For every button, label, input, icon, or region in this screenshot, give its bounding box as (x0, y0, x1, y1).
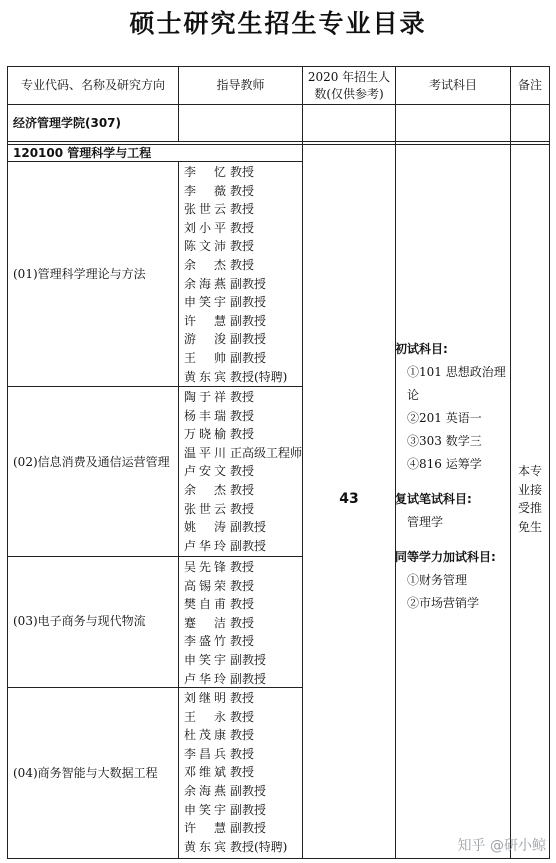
advisor-title: 教授 (230, 578, 255, 593)
advisor-row (184, 763, 287, 782)
header-exam: 考试科目 (428, 78, 477, 92)
advisor-row (184, 275, 287, 294)
advisor-name: 邓维斌 (184, 765, 226, 780)
header-major: 专业代码、名称及研究方向 (20, 78, 165, 92)
col-divider-1 (178, 161, 179, 859)
header-note: 备注 (517, 78, 542, 92)
advisor-name: 高锡荣 (184, 578, 226, 593)
advisor-row (184, 388, 302, 407)
direction-divider-2 (7, 556, 302, 557)
advisor-title: 教授(特聘) (230, 839, 288, 854)
advisor-name: 申笑宇 (184, 802, 226, 817)
advisor-row (184, 745, 287, 764)
advisor-title: 教授 (230, 728, 255, 743)
advisor-title: 副教授 (230, 350, 267, 365)
prelim-item: ③303 数学三 (407, 434, 482, 448)
advisor-title: 副教授 (230, 671, 267, 686)
advisor-name: 王永 (184, 709, 226, 724)
advisor-title: 副教授 (230, 821, 267, 836)
advisor-title: 教授 (230, 765, 255, 780)
col-divider-2 (302, 66, 303, 859)
advisor-title: 教授 (230, 183, 255, 198)
advisor-row (184, 407, 302, 426)
advisor-row (184, 838, 287, 857)
advisor-title: 教授 (230, 482, 255, 497)
extra-item: ①财务管理 (407, 573, 468, 587)
direction-divider-1 (7, 386, 302, 387)
major-name: 120100 管理科学与工程 (13, 146, 152, 160)
advisor-row (184, 537, 302, 556)
advisor-name: 张世云 (184, 501, 226, 516)
direction-1-name: (01)管理科学理论与方法 (13, 267, 146, 281)
advisor-row (184, 312, 287, 331)
advisor-row (184, 481, 302, 500)
page-title: 硕士研究生招生专业目录 (129, 9, 427, 38)
advisor-title: 教授 (230, 746, 255, 761)
direction-2-name: (02)信息消费及通信运营管理 (13, 455, 170, 469)
header-advisor: 指导教师 (216, 78, 265, 92)
advisor-name: 许慧 (184, 313, 226, 328)
advisor-title: 教授 (230, 691, 255, 705)
college-name: 经济管理学院(307) (13, 116, 122, 130)
advisor-name: 余杰 (184, 257, 226, 272)
advisor-name: 余海燕 (184, 276, 226, 291)
advisor-title: 教授 (230, 408, 255, 423)
advisor-name: 申笑宇 (184, 652, 226, 667)
advisor-title: 教授 (230, 615, 255, 630)
advisor-name: 李盛竹 (184, 634, 226, 649)
advisor-row (184, 256, 287, 275)
advisor-row (184, 368, 287, 387)
advisor-row (184, 726, 287, 745)
prelim-item: ①101 思想政治理论 (407, 365, 506, 402)
advisor-row (184, 651, 266, 670)
advisor-row (184, 444, 302, 463)
table-border-right (549, 66, 550, 859)
table-border-left (7, 66, 8, 859)
advisor-row (184, 670, 266, 689)
advisor-name: 刘继明 (184, 691, 226, 705)
advisor-title: 副教授 (230, 538, 267, 553)
advisor-title: 教授 (230, 257, 255, 272)
advisor-row (184, 237, 287, 256)
advisor-title: 正高级工程师 (230, 445, 303, 460)
watermark: 知乎 @研小鲸 (457, 838, 546, 854)
prelim-title: 初试科目: (395, 342, 448, 356)
advisor-title: 教授 (230, 560, 255, 574)
advisor-title: 副教授 (230, 520, 267, 535)
advisor-title: 教授 (230, 165, 255, 179)
advisor-row (184, 293, 287, 312)
advisor-row (184, 782, 287, 801)
advisor-row (184, 558, 266, 577)
advisor-row (184, 425, 302, 444)
advisor-row (184, 219, 287, 238)
direction-4-name: (04)商务智能与大数据工程 (13, 766, 158, 780)
extra-item: ②市场营销学 (407, 596, 480, 610)
advisor-title: 教授 (230, 464, 255, 479)
advisor-row (184, 632, 266, 651)
college-row-divider (7, 141, 550, 142)
advisor-row (184, 595, 266, 614)
advisor-title: 副教授 (230, 313, 267, 328)
advisor-name: 刘小平 (184, 220, 226, 235)
advisor-name: 许慧 (184, 821, 226, 836)
retest-item: 管理学 (407, 515, 444, 529)
advisor-name: 姚涛 (184, 520, 226, 535)
advisor-row (184, 200, 287, 219)
advisor-name: 余杰 (184, 482, 226, 497)
advisor-name: 陈文沛 (184, 239, 226, 254)
advisor-title: 副教授 (230, 295, 267, 310)
advisor-title: 教授 (230, 239, 255, 254)
direction-1-advisor-list (184, 163, 287, 386)
advisor-name: 李薇 (184, 183, 226, 198)
extra-title: 同等学力加试科目: (395, 550, 496, 564)
advisor-name: 黄东宾 (184, 839, 226, 854)
advisor-title: 副教授 (230, 276, 267, 291)
advisor-name: 蹇洁 (184, 615, 226, 630)
direction-4-advisor-list (184, 689, 287, 856)
advisor-row (184, 708, 287, 727)
advisor-row (184, 349, 287, 368)
advisor-name: 李忆 (184, 165, 226, 179)
direction-2-advisor-list (184, 388, 302, 555)
advisor-title: 教授(特聘) (230, 369, 288, 384)
advisor-name: 黄东宾 (184, 369, 226, 384)
col-divider-4 (510, 66, 511, 859)
direction-3-name: (03)电子商务与现代物流 (13, 614, 146, 628)
advisor-row (184, 801, 287, 820)
advisor-row (184, 330, 287, 349)
advisor-title: 教授 (230, 597, 255, 612)
direction-3-advisor-list (184, 558, 266, 688)
advisor-name: 王帅 (184, 350, 226, 365)
advisor-name: 张世云 (184, 202, 226, 217)
advisor-title: 教授 (230, 390, 255, 404)
advisor-name: 卢华玲 (184, 671, 226, 686)
advisor-name: 卢安文 (184, 464, 226, 479)
note-text: 本专业接受推免生 (517, 464, 542, 534)
advisor-name: 余海燕 (184, 783, 226, 798)
advisor-title: 教授 (230, 501, 255, 516)
advisor-title: 教授 (230, 709, 255, 724)
advisor-name: 游浚 (184, 332, 226, 347)
prelim-item: ②201 英语一 (407, 411, 482, 425)
advisor-title: 副教授 (230, 652, 267, 667)
advisor-name: 万晓榆 (184, 427, 226, 442)
advisor-row (184, 614, 266, 633)
advisor-name: 吴先锋 (184, 560, 226, 574)
advisor-name: 杜茂康 (184, 728, 226, 743)
advisor-row (184, 577, 266, 596)
advisor-name: 申笑宇 (184, 295, 226, 310)
advisor-row (184, 500, 302, 519)
advisor-title: 教授 (230, 634, 255, 649)
advisor-name: 陶于祥 (184, 390, 226, 404)
advisor-row (184, 163, 287, 182)
advisor-name: 李昌兵 (184, 746, 226, 761)
advisor-row (184, 518, 302, 537)
advisor-title: 教授 (230, 202, 255, 217)
quota-value: 43 (339, 491, 359, 507)
advisor-name: 卢华玲 (184, 538, 226, 553)
header-quota: 2020 年招生人数(仅供参考) (307, 69, 391, 101)
advisor-title: 副教授 (230, 332, 267, 347)
advisor-row (184, 182, 287, 201)
advisor-name: 温平川 (184, 445, 226, 460)
advisor-row (184, 689, 287, 708)
advisor-title: 教授 (230, 220, 255, 235)
retest-title: 复试笔试科目: (395, 492, 472, 506)
prelim-item: ④816 运筹学 (407, 457, 482, 471)
advisor-title: 教授 (230, 427, 255, 442)
advisor-row (184, 819, 287, 838)
advisor-name: 杨丰瑞 (184, 408, 226, 423)
advisor-name: 樊自甫 (184, 597, 226, 612)
advisor-row (184, 462, 302, 481)
exam-subjects (395, 338, 507, 615)
advisor-title: 副教授 (230, 783, 267, 798)
header-divider (7, 104, 550, 105)
table-border-bottom (7, 858, 550, 859)
advisor-title: 副教授 (230, 802, 267, 817)
